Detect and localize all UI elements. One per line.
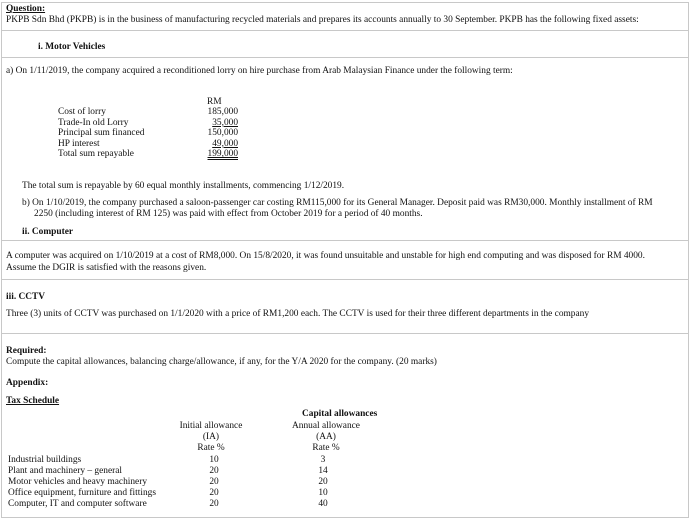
asset-class-label: Office equipment, furniture and fittings (8, 488, 156, 498)
col-ia-line2: (IA) (202, 432, 220, 442)
lorry-item-value: 35,000 (212, 117, 238, 128)
tax-schedule-title: Tax Schedule (6, 396, 60, 406)
lorry-terms-table (58, 107, 238, 160)
required-heading: Required: (6, 346, 47, 356)
lorry-item-label: Total sum repayable (58, 149, 134, 160)
lorry-item-value: 49,000 (212, 138, 238, 149)
aa-rate: 3 (320, 455, 326, 465)
asset-class-label: Computer, IT and computer software (8, 499, 147, 509)
aa-rate: 40 (318, 499, 328, 509)
currency-header: RM (207, 97, 222, 107)
divider (2, 30, 688, 31)
repay-note: The total sum is repayable by 60 equal monthly installments, commencing 1/12/2019. (22, 181, 345, 191)
cap-allow-title: Capital allowances (302, 409, 378, 419)
lorry-item-value: 199,000 (207, 149, 238, 160)
ia-rate: 20 (209, 499, 219, 509)
ia-rate: 20 (209, 477, 219, 487)
table-row (58, 107, 238, 118)
table-row (8, 477, 408, 488)
asset-class-label: Industrial buildings (8, 455, 82, 465)
ia-rate: 20 (209, 466, 219, 476)
table-row (58, 139, 238, 150)
col-ia-line1: Initial allowance (179, 421, 243, 431)
table-row (8, 455, 408, 466)
divider (2, 240, 688, 241)
lorry-item-label: HP interest (58, 138, 100, 149)
table-row (58, 149, 238, 160)
lorry-item-label: Cost of lorry (58, 107, 106, 117)
lorry-item-value: 185,000 (207, 107, 238, 117)
question-intro: PKPB Sdn Bhd (PKPB) is in the business of manufacturing recycled materials and prepares its accounts annually to 30 September. PKPB has the following fixed assets: (6, 15, 639, 25)
aa-rate: 14 (318, 466, 328, 476)
motor-vehicles-heading: i. Motor Vehicles (38, 42, 106, 52)
ia-rate: 20 (209, 488, 219, 498)
asset-class-label: Plant and machinery – general (8, 466, 123, 476)
appendix-heading: Appendix: (6, 378, 49, 388)
question-heading: Question: (6, 4, 46, 14)
computer-heading: ii. Computer (22, 227, 74, 237)
ia-rate: 10 (209, 455, 219, 465)
lorry-item-label: Trade-In old Lorry (58, 117, 129, 128)
computer-line2: Assume the DGIR is satisfied with the reasons given. (6, 263, 207, 273)
col-aa-line3: Rate % (312, 443, 340, 453)
divider (2, 333, 688, 334)
cctv-heading: iii. CCTV (6, 292, 46, 302)
cctv-line1: Three (3) units of CCTV was purchased on 1/1/2020 with a price of RM1,200 each. The CCTV is used for their three different departments in the company (6, 309, 590, 319)
table-row (58, 128, 238, 139)
table-row (58, 118, 238, 129)
aa-rate: 20 (318, 477, 328, 487)
col-aa-line1: Annual allowance (292, 421, 360, 431)
divider (2, 279, 688, 280)
divider (2, 57, 688, 58)
table-row (8, 488, 408, 499)
col-aa-line2: (AA) (316, 432, 336, 442)
motor-vehicles-para-b-line1: b) On 1/10/2019, the company purchased a saloon-passenger car costing RM115,000 for its General Manager. Deposit paid was RM30,000. Monthly installment of RM (22, 198, 653, 208)
table-row (8, 499, 408, 510)
lorry-item-value: 150,000 (207, 128, 238, 139)
motor-vehicles-para-b-line2: 2250 (including interest of RM 125) was paid with effect from October 2019 for a period of 40 months. (34, 209, 423, 219)
lorry-item-label: Principal sum financed (58, 128, 145, 139)
asset-class-label: Motor vehicles and heavy machinery (8, 477, 148, 487)
col-ia-line3: Rate % (197, 443, 225, 453)
motor-vehicles-para-a: a) On 1/11/2019, the company acquired a reconditioned lorry on hire purchase from Arab Malaysian Finance under the following term: (6, 66, 513, 76)
aa-rate: 10 (318, 488, 328, 498)
table-row (8, 466, 408, 477)
required-line1: Compute the capital allowances, balancing charge/allowance, if any, for the Y/A 2020 for the company. (20 marks) (6, 357, 437, 367)
computer-line1: A computer was acquired on 1/10/2019 at a cost of RM8,000. On 15/8/2020, it was found unsuitable and unstable for high end computing and was disposed for RM 4000. (6, 251, 645, 261)
